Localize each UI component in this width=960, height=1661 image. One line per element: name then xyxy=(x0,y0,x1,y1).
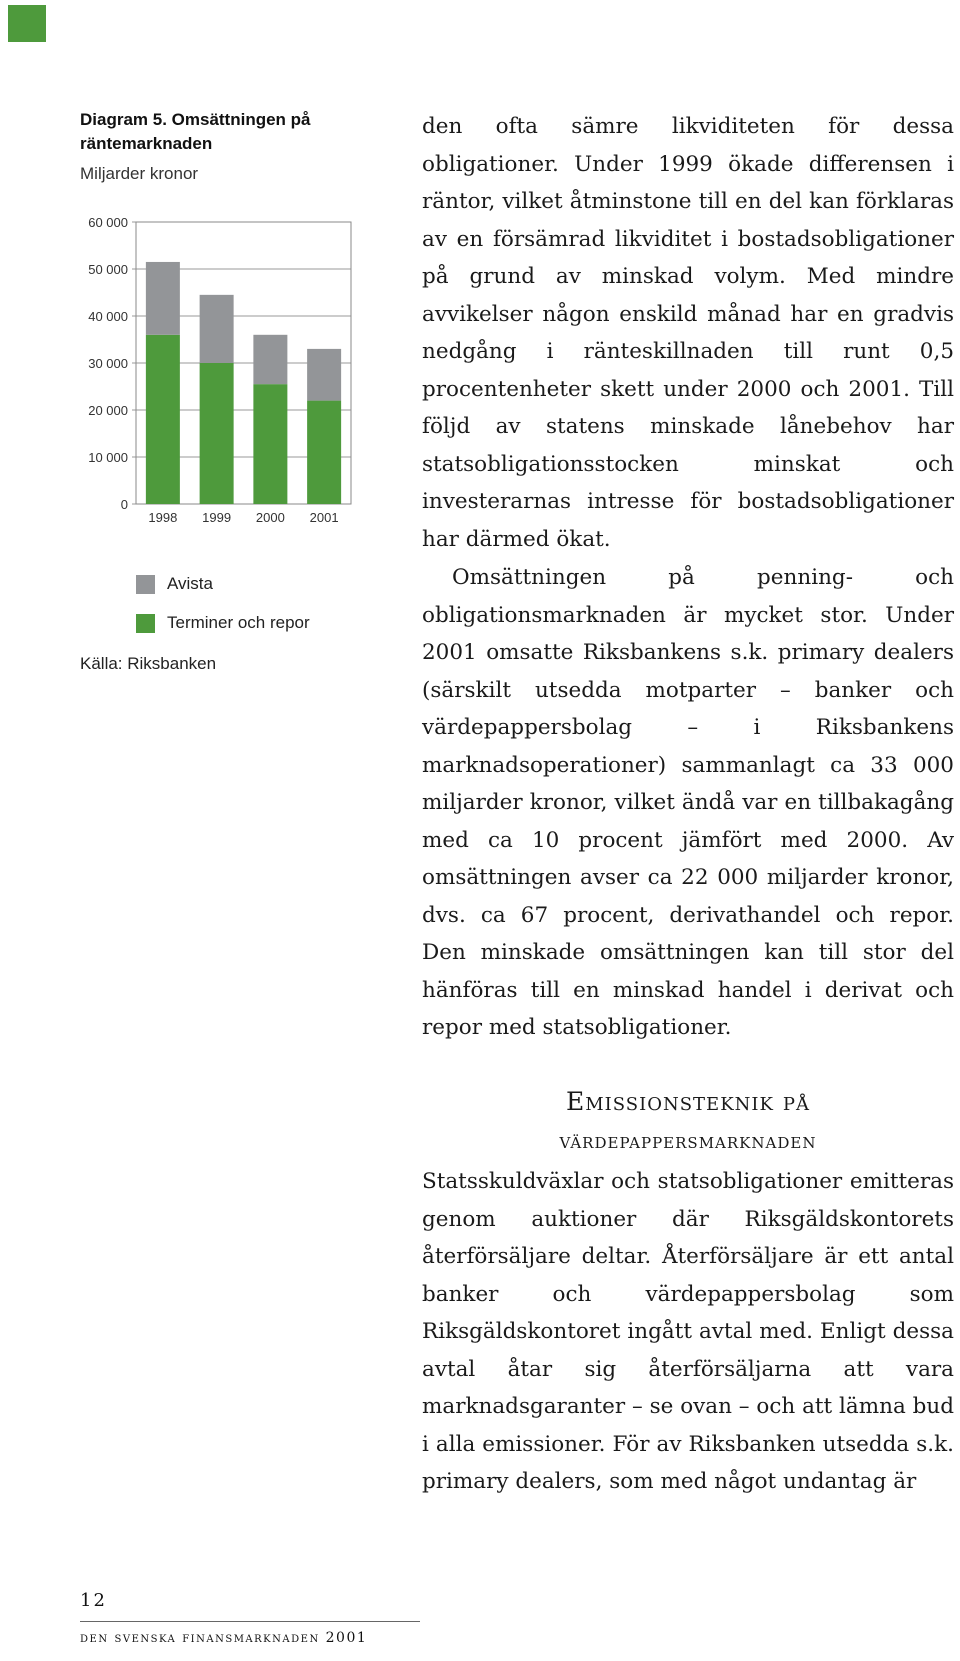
y-tick-label: 40 000 xyxy=(88,309,128,324)
paragraph-text: Statsskuldväxlar och statsobligationer emitteras genom auktioner där Riksgäldskontorets återförsäljare deltar. Återförsäljare är ett antal banker och värdepappersbolag som Riksgäldskontoret ingått avtal med. Enligt dessa avtal åtar sig återförsäljarna att vara marknadsgaranter – se ovan – och att lämna bud i alla emissioner. För av Riksbanken utsedda s.k. primary dealers, som med något undantag är xyxy=(422,1169,954,1494)
y-tick-label: 50 000 xyxy=(88,262,128,277)
chart-legend xyxy=(136,572,310,650)
x-tick-label: 2001 xyxy=(309,510,339,525)
legend-label-avista: Avista xyxy=(167,574,213,593)
paragraph-text: Omsättningen på penning- och obligationsmarknaden är mycket stor. Under 2001 omsatte Riksbankens s.k. primary dealers (särskilt utsedda motparter – banker och värdepappersbolag – i Riksbankens marknadsoperationer) sammanlagt ca 33 000 miljarder kronor, vilket ändå var en tillbakagång med ca 10 procent jämfört med 2000. Av omsättningen avser ca 22 000 miljarder kronor, dvs. ca 67 procent, derivathandel och repor. Den minskade omsättningen kan till stor del hänföras till en minskad handel i derivat och repor med statsobligationer. xyxy=(422,565,954,1040)
bar-segment xyxy=(200,363,234,504)
bar-segment xyxy=(253,384,287,504)
y-tick-label: 0 xyxy=(120,497,128,512)
paragraph-text: den ofta sämre likviditeten för dessa obligationer. Under 1999 ökade differensen i räntor, vilket åtminstone till en del kan förklaras av en försämrad likviditet i bostadsobligationer på grund av minskad volym. Med mindre avvikelser någon enskild månad har en gradvis nedgång i ränteskillnaden till runt 0,5 procentenheter skett under 2000 och 2001. Till följd av statens minskade lånebehov har statsobligationsstocken minskat och investerarnas intresse för bostadsobligationer har därmed ökat. xyxy=(422,114,954,552)
y-tick-label: 30 000 xyxy=(88,356,128,371)
legend-swatch-terminer xyxy=(136,614,155,633)
footer-divider xyxy=(80,1621,420,1622)
legend-swatch-avista xyxy=(136,575,155,594)
section-heading-line-1: Emissionsteknik på xyxy=(565,1087,811,1116)
bar-segment xyxy=(146,335,180,504)
bar-segment xyxy=(200,295,234,363)
body-paragraph-1 xyxy=(422,108,954,558)
section-heading xyxy=(422,1082,954,1162)
corner-marker xyxy=(8,5,46,42)
y-tick-label: 10 000 xyxy=(88,450,128,465)
x-tick-label: 2000 xyxy=(255,510,285,525)
y-tick-label: 20 000 xyxy=(88,403,128,418)
bar-segment xyxy=(307,349,341,401)
section-heading-line-2: värdepappersmarknaden xyxy=(559,1129,817,1154)
chart-unit-label: Miljarder kronor xyxy=(80,164,199,183)
body-paragraph-2 xyxy=(422,559,954,1047)
bar-segment xyxy=(146,262,180,335)
legend-item-terminer xyxy=(136,611,310,635)
page-number: 12 xyxy=(80,1590,107,1611)
y-tick-label: 60 000 xyxy=(88,215,128,230)
body-paragraph-3 xyxy=(422,1163,954,1501)
stacked-bar-chart xyxy=(76,212,376,552)
chart-title: Diagram 5. Omsättningen på räntemarknaden xyxy=(80,110,311,153)
bar-segment xyxy=(307,401,341,504)
chart-source: Källa: Riksbanken xyxy=(80,654,217,673)
footer-publication: den svenska finansmarknaden 2001 xyxy=(80,1630,368,1646)
x-tick-label: 1998 xyxy=(148,510,178,525)
legend-item-avista xyxy=(136,572,310,596)
legend-label-terminer: Terminer och repor xyxy=(167,613,310,632)
x-tick-label: 1999 xyxy=(202,510,232,525)
bar-segment xyxy=(253,335,287,384)
